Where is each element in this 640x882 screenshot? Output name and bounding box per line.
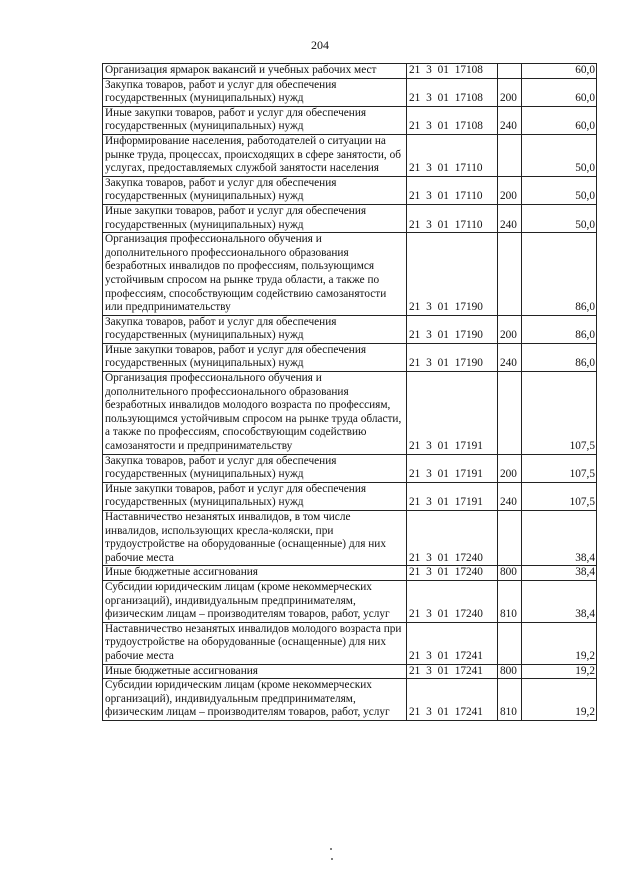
row-amount: 38,4: [522, 566, 597, 581]
row-expense-type: [498, 511, 522, 566]
scan-speck: [331, 858, 333, 860]
row-amount: 50,0: [522, 176, 597, 204]
row-name: Организация профессионального обучения и дополнительного профессионального образования безработных инвалидов по профессиям, пользующимся устойчивым спросом на рынке труда области, а также по профессиям, способствующим содействию самозанятости или предпринимательству: [103, 233, 407, 316]
row-amount: 86,0: [522, 343, 597, 371]
row-expense-type: 240: [498, 106, 522, 134]
row-amount: 38,4: [522, 580, 597, 622]
row-amount: 60,0: [522, 64, 597, 79]
row-expense-type: [498, 134, 522, 176]
row-name: Иные закупки товаров, работ и услуг для обеспечения государственных (муниципальных) нужд: [103, 482, 407, 510]
row-expense-type: 200: [498, 176, 522, 204]
table-row: [103, 78, 597, 106]
budget-table-body: [103, 64, 597, 721]
row-amount: 50,0: [522, 134, 597, 176]
row-code: 21 3 01 17240: [407, 566, 498, 581]
row-expense-type: 240: [498, 482, 522, 510]
table-row: [103, 622, 597, 664]
row-expense-type: 800: [498, 566, 522, 581]
row-expense-type: [498, 372, 522, 455]
row-amount: 19,2: [522, 622, 597, 664]
row-amount: 86,0: [522, 233, 597, 316]
table-row: [103, 511, 597, 566]
row-expense-type: 800: [498, 664, 522, 679]
row-name: Закупка товаров, работ и услуг для обеспечения государственных (муниципальных) нужд: [103, 454, 407, 482]
page-number: 204: [311, 38, 329, 52]
row-amount: 19,2: [522, 679, 597, 721]
row-name: Иные закупки товаров, работ и услуг для обеспечения государственных (муниципальных) нужд: [103, 106, 407, 134]
budget-table: [102, 63, 597, 721]
table-row: [103, 482, 597, 510]
row-code: 21 3 01 17241: [407, 664, 498, 679]
row-expense-type: 200: [498, 315, 522, 343]
row-expense-type: 810: [498, 679, 522, 721]
row-name: Иные бюджетные ассигнования: [103, 664, 407, 679]
row-expense-type: [498, 233, 522, 316]
table-row: [103, 454, 597, 482]
row-expense-type: 240: [498, 343, 522, 371]
row-expense-type: 240: [498, 204, 522, 232]
table-row: [103, 664, 597, 679]
row-code: 21 3 01 17190: [407, 233, 498, 316]
row-name: Наставничество незанятых инвалидов молодого возраста при трудоустройстве на оборудованные (оснащенные) для них рабочие места: [103, 622, 407, 664]
row-code: 21 3 01 17240: [407, 511, 498, 566]
row-name: Информирование населения, работодателей о ситуации на рынке труда, процессах, происходящих в сфере занятости, об услугах, предоставляемых службой занятости населения: [103, 134, 407, 176]
table-row: [103, 315, 597, 343]
table-row: [103, 204, 597, 232]
row-code: 21 3 01 17241: [407, 679, 498, 721]
row-name: Наставничество незанятых инвалидов, в том числе инвалидов, использующих кресла-коляски, при трудоустройстве на оборудованные (оснащенные) для них рабочие места: [103, 511, 407, 566]
row-code: 21 3 01 17110: [407, 176, 498, 204]
row-name: Организация ярмарок вакансий и учебных рабочих мест: [103, 64, 407, 79]
row-expense-type: [498, 622, 522, 664]
row-expense-type: 200: [498, 78, 522, 106]
row-code: 21 3 01 17108: [407, 106, 498, 134]
row-code: 21 3 01 17241: [407, 622, 498, 664]
row-amount: 107,5: [522, 372, 597, 455]
row-expense-type: 200: [498, 454, 522, 482]
row-name: Субсидии юридическим лицам (кроме некоммерческих организаций), индивидуальным предпринимателям, физическим лицам – производителям товаров, работ, услуг: [103, 580, 407, 622]
row-code: 21 3 01 17110: [407, 204, 498, 232]
row-name: Закупка товаров, работ и услуг для обеспечения государственных (муниципальных) нужд: [103, 176, 407, 204]
row-code: 21 3 01 17108: [407, 64, 498, 79]
row-amount: 38,4: [522, 511, 597, 566]
row-code: 21 3 01 17240: [407, 580, 498, 622]
row-amount: 19,2: [522, 664, 597, 679]
table-row: [103, 580, 597, 622]
row-code: 21 3 01 17190: [407, 343, 498, 371]
table-row: [103, 233, 597, 316]
row-name: Закупка товаров, работ и услуг для обеспечения государственных (муниципальных) нужд: [103, 315, 407, 343]
row-code: 21 3 01 17190: [407, 315, 498, 343]
row-amount: 86,0: [522, 315, 597, 343]
row-name: Закупка товаров, работ и услуг для обеспечения государственных (муниципальных) нужд: [103, 78, 407, 106]
row-amount: 50,0: [522, 204, 597, 232]
table-row: [103, 679, 597, 721]
row-amount: 60,0: [522, 78, 597, 106]
row-code: 21 3 01 17110: [407, 134, 498, 176]
row-name: Иные закупки товаров, работ и услуг для обеспечения государственных (муниципальных) нужд: [103, 204, 407, 232]
row-expense-type: 810: [498, 580, 522, 622]
table-row: [103, 106, 597, 134]
table-row: [103, 343, 597, 371]
scan-speck: [330, 848, 332, 850]
table-row: [103, 566, 597, 581]
row-code: 21 3 01 17191: [407, 482, 498, 510]
row-amount: 60,0: [522, 106, 597, 134]
table-row: [103, 372, 597, 455]
row-name: Иные бюджетные ассигнования: [103, 566, 407, 581]
row-name: Организация профессионального обучения и дополнительного профессионального образования безработных инвалидов молодого возраста по профессиям, пользующимся устойчивым спросом на рынке труда области, а также по профессиям, способствующим содействию самозанятости и предпринимательству: [103, 372, 407, 455]
row-code: 21 3 01 17191: [407, 372, 498, 455]
table-row: [103, 134, 597, 176]
row-amount: 107,5: [522, 482, 597, 510]
row-name: Иные закупки товаров, работ и услуг для обеспечения государственных (муниципальных) нужд: [103, 343, 407, 371]
row-code: 21 3 01 17191: [407, 454, 498, 482]
row-name: Субсидии юридическим лицам (кроме некоммерческих организаций), индивидуальным предпринимателям, физическим лицам – производителям товаров, работ, услуг: [103, 679, 407, 721]
table-row: [103, 64, 597, 79]
row-expense-type: [498, 64, 522, 79]
table-row: [103, 176, 597, 204]
row-code: 21 3 01 17108: [407, 78, 498, 106]
row-amount: 107,5: [522, 454, 597, 482]
